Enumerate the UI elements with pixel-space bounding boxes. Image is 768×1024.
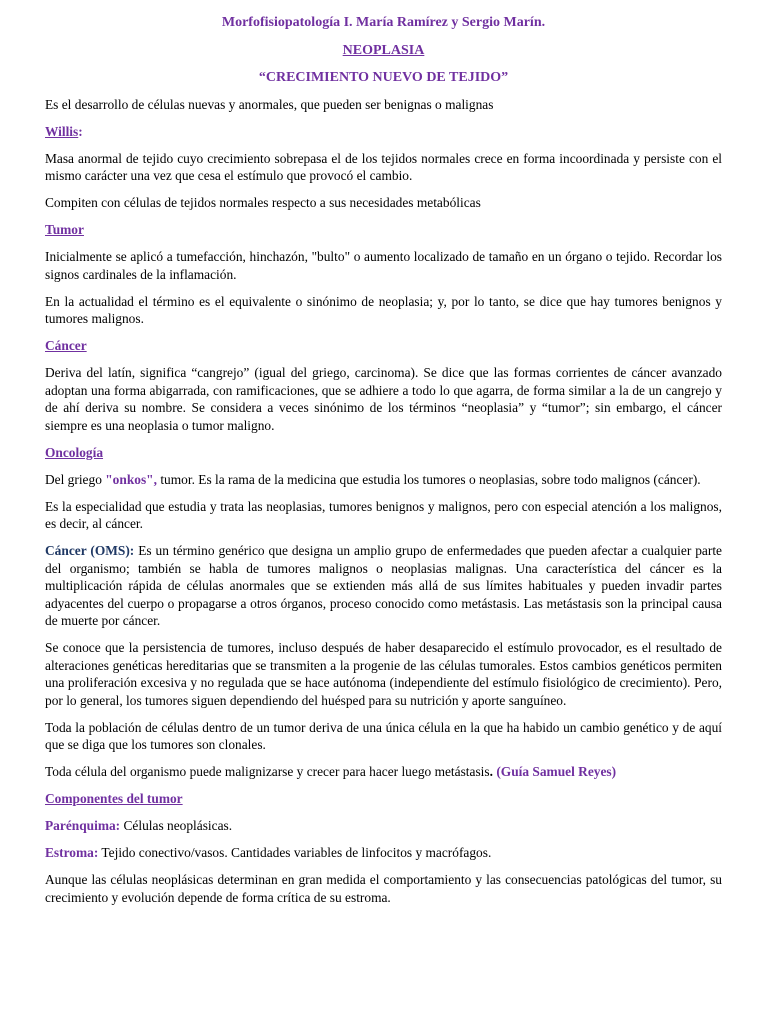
document-subtitle: “CRECIMIENTO NUEVO DE TEJIDO”: [258, 70, 509, 85]
willis-heading-text: Willis: [45, 123, 79, 139]
oncologia-p1-post: tumor. Es la rama de la medicina que estudia los tumores o neoplasias, sobre todo malignos (cáncer).: [156, 471, 701, 487]
malignizarse-dot: .: [489, 764, 493, 779]
malignizarse-text: Toda célula del organismo puede malignizarse y crecer para hacer luego metástasis: [45, 764, 490, 779]
cancer-oms-paragraph: [45, 542, 722, 630]
tumor-heading: Tumor: [45, 222, 84, 237]
cancer-paragraph: Deriva del latín, significa “cangrejo” (igual del griego, carcinoma). Se dice que las formas corrientes de cáncer avanzado adoptan una forma abigarrada, con ramificaciones, que se adhiere a todo lo que agarra, de forma similar a la de un cangrejo y de ahí deriva su nombre. Se considera a veces sinónimo de los términos “neoplasia” y “tumor”; sin embargo, el cáncer siempre es una neoplasia o tumor maligno.: [45, 365, 722, 433]
intro-paragraph: Es el desarrollo de células nuevas y anormales, que pueden ser benignas o malignas: [45, 96, 494, 112]
document-header: Morfofisiopatología I. María Ramírez y Sergio Marín.: [221, 15, 546, 30]
willis-paragraph-1: Masa anormal de tejido cuyo crecimiento sobrepasa el de los tejidos normales crece en forma incoordinada y persiste con el mismo carácter una vez que cesa el estímulo que provocó el cambio.: [45, 150, 722, 183]
willis-heading: [45, 123, 722, 141]
persistencia-paragraph: Se conoce que la persistencia de tumores, incluso después de haber desaparecido el estímulo provocador, es el resultado de alteraciones genéticas hereditarias que se transmiten a la progenie de las células tumorales. Estos cambios genéticos permiten una proliferación excesiva y no regulada que se hace autónoma (independiente del estímulo fisiológico de crecimiento). Pero, por lo general, los tumores siguen dependiendo del huésped para su nutrición y aporte sanguíneo.: [45, 640, 722, 708]
oncologia-paragraph-2: Es la especialidad que estudia y trata las neoplasias, tumores benignos y malignos, pero con especial atención a los malignos, es decir, al cáncer.: [45, 498, 722, 531]
guia-source: (Guía Samuel Reyes): [492, 764, 617, 779]
onkos-term: "onkos",: [105, 471, 157, 487]
willis-heading-colon: :: [78, 123, 83, 139]
oncologia-paragraph-1: [45, 471, 722, 489]
parenquima-text: Células neoplásicas.: [120, 818, 233, 833]
estroma-paragraph: [45, 844, 722, 862]
final-paragraph: Aunque las células neoplásicas determinan en gran medida el comportamiento y las consecuencias patológicas del tumor, su crecimiento y evolución depende de forma crítica de su estroma.: [45, 872, 722, 905]
cancer-oms-term: Cáncer (OMS):: [45, 543, 135, 558]
cancer-heading: Cáncer: [45, 338, 87, 353]
oncologia-heading: Oncología: [45, 444, 104, 460]
cancer-oms-text: Es un término genérico que designa un amplio grupo de enfermedades que pueden afectar a cualquier parte del organismo; también se habla de tumores malignos o neoplasias malignas. Una característica del cáncer es la multiplicación rápida de células anormales que se extienden más allá de sus límites habituales y pueden invadir partes adyacentes del cuerpo o propagarse a otros órganos, proceso conocido como metástasis. Las metástasis son la principal causa de muerte por cáncer.: [45, 543, 722, 628]
clonales-paragraph: Toda la población de células dentro de un tumor deriva de una única célula en la que ha habido un cambio genético y de aquí que se diga que los tumores son clonales.: [45, 719, 722, 752]
componentes-heading: Componentes del tumor: [45, 791, 183, 806]
willis-paragraph-2: Compiten con células de tejidos normales respecto a sus necesidades metabólicas: [45, 195, 481, 210]
document-body: [45, 14, 722, 906]
estroma-text: Tejido conectivo/vasos. Cantidades variables de linfocitos y macrófagos.: [98, 845, 492, 860]
document-title: NEOPLASIA: [342, 42, 425, 58]
estroma-term: Estroma:: [45, 845, 99, 860]
oncologia-p1-pre: Del griego: [45, 471, 106, 487]
malignizarse-paragraph: [45, 763, 722, 781]
tumor-paragraph-2: En la actualidad el término es el equivalente o sinónimo de neoplasia; y, por lo tanto, se dice que hay tumores benignos y tumores malignos.: [45, 293, 722, 326]
parenquima-paragraph: [45, 817, 722, 835]
tumor-paragraph-1: Inicialmente se aplicó a tumefacción, hinchazón, "bulto" o aumento localizado de tamaño en un órgano o tejido. Recordar los signos cardinales de la inflamación.: [45, 249, 722, 282]
parenquima-term: Parénquima:: [45, 818, 121, 833]
